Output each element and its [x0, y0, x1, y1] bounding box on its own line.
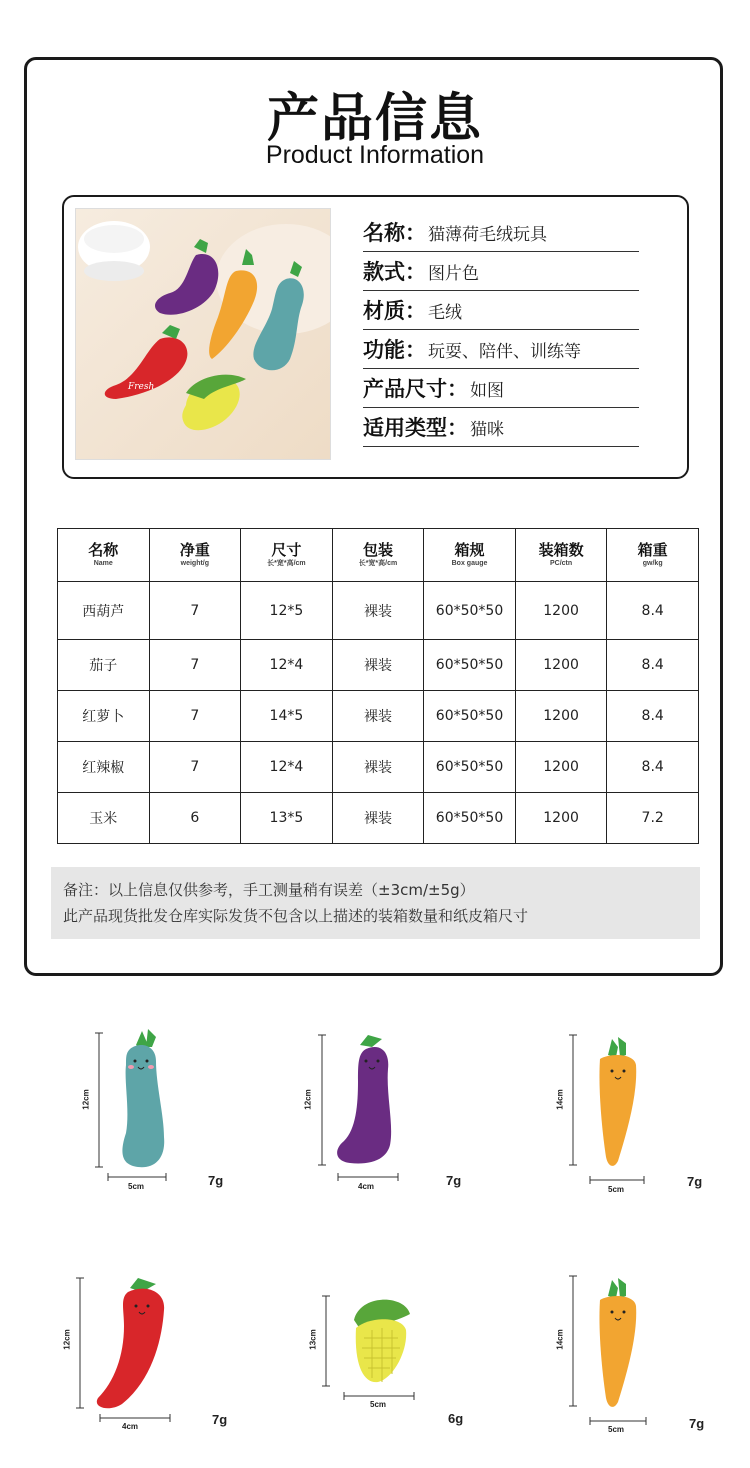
- table-header-cell: [241, 529, 333, 582]
- spec-row-name: [363, 213, 639, 252]
- header-cn: 净重: [179, 540, 210, 559]
- table-cell: 1200: [515, 691, 607, 742]
- spec-row-target: [363, 408, 639, 447]
- spec-table: [57, 528, 699, 844]
- table-cell: 裸装: [332, 691, 424, 742]
- note-line: 备注：以上信息仅供参考，手工测量稍有误差（±3cm/±5g）: [63, 881, 475, 899]
- height-label: 13cm: [308, 1329, 318, 1350]
- table-cell: 13*5: [241, 793, 333, 844]
- spec-row-function: [363, 330, 639, 369]
- spec-value: 猫咪: [470, 419, 504, 440]
- page-subtitle: Product Information: [265, 141, 485, 169]
- table-row: [58, 691, 699, 742]
- spec-value: 如图: [470, 380, 504, 401]
- table-header-cell: [424, 529, 516, 582]
- spec-row-material: [363, 291, 639, 330]
- spec-value: 猫薄荷毛绒玩具: [428, 224, 547, 245]
- table-header-cell: [149, 529, 241, 582]
- table-cell: 1200: [515, 742, 607, 793]
- carrot-plush-icon: [560, 1270, 720, 1440]
- table-cell: 12*4: [241, 640, 333, 691]
- width-label: 5cm: [370, 1400, 387, 1409]
- product-tile-chili: [62, 1270, 246, 1440]
- table-cell: 12*4: [241, 742, 333, 793]
- table-cell: 60*50*50: [424, 582, 516, 640]
- table-cell: 60*50*50: [424, 742, 516, 793]
- header-cn: 尺寸: [271, 540, 302, 559]
- table-row: [58, 793, 699, 844]
- width-label: 4cm: [358, 1182, 375, 1191]
- table-row: [58, 640, 699, 691]
- weight-label: 7g: [446, 1173, 462, 1188]
- header-en: PC/ctn: [550, 559, 573, 567]
- height-label: 12cm: [81, 1089, 91, 1110]
- table-cell: 60*50*50: [424, 691, 516, 742]
- table-cell: 7.2: [607, 793, 699, 844]
- spec-key: 产品尺寸：: [363, 377, 468, 401]
- embroidery-text: Fresh: [128, 382, 155, 392]
- table-cell: 红辣椒: [58, 742, 150, 793]
- product-tile-eggplant: [303, 1025, 476, 1200]
- table-cell: 8.4: [607, 691, 699, 742]
- spec-key: 功能：: [363, 338, 426, 362]
- header-en: weight/g: [180, 559, 210, 567]
- header-en: 长*宽*高/cm: [267, 559, 306, 567]
- header-en: Box gauge: [451, 559, 488, 567]
- table-cell: 1200: [515, 793, 607, 844]
- table-header-cell: [515, 529, 607, 582]
- weight-label: 6g: [448, 1411, 464, 1426]
- table-row: [58, 582, 699, 640]
- width-label: 5cm: [608, 1425, 625, 1434]
- header-cn: 箱规: [454, 540, 485, 559]
- width-label: 5cm: [128, 1182, 145, 1191]
- height-label: 12cm: [62, 1329, 72, 1350]
- table-row: [58, 742, 699, 793]
- height-label: 14cm: [555, 1329, 565, 1350]
- header-cn: 箱重: [637, 540, 668, 559]
- table-header-cell: [58, 529, 150, 582]
- weight-label: 7g: [208, 1173, 224, 1188]
- table-header-row: [58, 529, 699, 582]
- height-label: 14cm: [555, 1089, 565, 1110]
- table-cell: 裸装: [332, 793, 424, 844]
- table-cell: 1200: [515, 582, 607, 640]
- spec-value: 图片色: [428, 263, 479, 284]
- table-cell: 7: [149, 742, 241, 793]
- table-cell: 玉米: [58, 793, 150, 844]
- table-cell: 7: [149, 582, 241, 640]
- note-line: 此产品现货批发仓库实际发货不包含以上描述的装箱数量和纸皮箱尺寸: [63, 907, 529, 925]
- spec-value: 玩耍、陪伴、训练等: [428, 341, 581, 362]
- height-label: 12cm: [303, 1089, 313, 1110]
- table-cell: 14*5: [241, 691, 333, 742]
- note-box: [51, 867, 700, 939]
- table-cell: 西葫芦: [58, 582, 150, 640]
- table-cell: 裸装: [332, 742, 424, 793]
- product-photo: [75, 208, 331, 460]
- header-cn: 名称: [88, 540, 119, 559]
- table-header-cell: [332, 529, 424, 582]
- table-cell: 红萝卜: [58, 691, 150, 742]
- spec-row-style: [363, 252, 639, 291]
- spec-value: 毛绒: [428, 302, 462, 323]
- table-cell: 8.4: [607, 582, 699, 640]
- product-tile-carrot: [555, 1025, 720, 1200]
- table-cell: 1200: [515, 640, 607, 691]
- weight-label: 7g: [689, 1416, 705, 1431]
- page-title: 产品信息: [266, 89, 483, 149]
- weight-label: 7g: [687, 1174, 703, 1189]
- product-tile-corn: [310, 1290, 480, 1440]
- spec-row-size: [363, 369, 639, 408]
- table-cell: 8.4: [607, 640, 699, 691]
- table-cell: 7: [149, 640, 241, 691]
- table-cell: 12*5: [241, 582, 333, 640]
- table-header-cell: [607, 529, 699, 582]
- header-en: 长*宽*高/cm: [358, 559, 398, 567]
- header-cn: 包装: [362, 540, 393, 559]
- table-cell: 60*50*50: [424, 793, 516, 844]
- product-tile-zucchini: [81, 1025, 246, 1200]
- table-cell: 茄子: [58, 640, 150, 691]
- table-cell: 7: [149, 691, 241, 742]
- table-cell: 6: [149, 793, 241, 844]
- width-label: 4cm: [122, 1422, 139, 1431]
- table-cell: 裸装: [332, 640, 424, 691]
- spec-key: 名称：: [363, 221, 426, 245]
- header-en: gw/kg: [642, 559, 663, 567]
- table-cell: 8.4: [607, 742, 699, 793]
- spec-key: 适用类型：: [363, 416, 468, 440]
- table-cell: 60*50*50: [424, 640, 516, 691]
- header-en: Name: [93, 559, 113, 567]
- header-cn: 装箱数: [538, 540, 584, 559]
- spec-key: 款式：: [363, 260, 426, 284]
- table-cell: 裸装: [332, 582, 424, 640]
- weight-label: 7g: [212, 1412, 228, 1427]
- spec-key: 材质：: [363, 299, 426, 323]
- width-label: 5cm: [608, 1185, 625, 1194]
- product-tile-carrot-2: [555, 1270, 720, 1440]
